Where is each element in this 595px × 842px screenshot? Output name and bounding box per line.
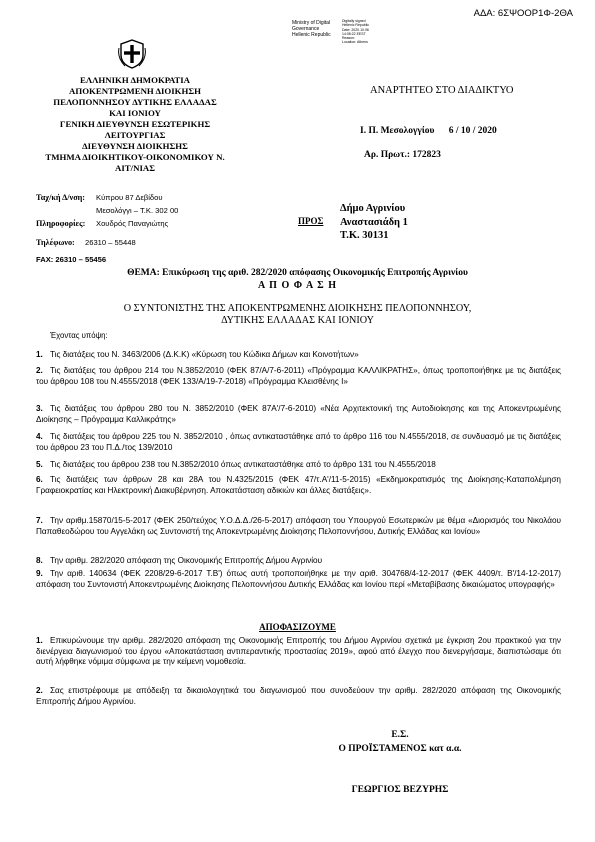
consideration-5	[36, 460, 561, 471]
protocol-number: Αρ. Πρωτ.: 172823	[364, 150, 441, 160]
item-number: 2.	[36, 366, 43, 375]
item-number: 5.	[36, 460, 43, 469]
recipient-line: Αναστασιάδη 1	[340, 216, 408, 228]
head-of-department: Ο ΠΡΟΪΣΤΑΜΕΝΟΣ κατ α.α.	[338, 744, 462, 754]
signature-detail: Hellenic Republic	[342, 23, 370, 28]
consideration-text: Τις διατάξεις των άρθρων 28 και 28Α του Ν.4325/2015 (ΦΕΚ 47/τ.Α'/11-5-2015) «Εκδημοκρατισμός της Διοίκησης-Καταπολέμηση Γραφειοκρατίας και Ηλεκτρονική Διακυβέρνηση. Αποκατάσταση αδικιών και άλλες διατάξεις».	[36, 475, 561, 495]
consideration-1	[36, 350, 561, 361]
org-line: ΔΙΕΥΘΥΝΣΗ ΔΙΟΙΚΗΣΗΣ	[82, 141, 188, 151]
consideration-text: Τις διατάξεις του Ν. 3463/2006 (Δ.Κ.Κ) «Κύρωση του Κώδικα Δήμων και Κοινοτήτων»	[50, 350, 359, 359]
subject-line: ΘΕΜΑ: Επικύρωση της αριθ. 282/2020 απόφασης Οικονομικής Επιτροπής Αγρινίου	[127, 268, 468, 278]
posting-notice: ΑΝΑΡΤΗΤΕΟ ΣΤΟ ΔΙΑΔΙΚΤΥΟ	[370, 85, 514, 96]
fax-value: FAX: 26310 – 55456	[36, 255, 107, 264]
consideration-text: Τις διατάξεις του άρθρου 225 του Ν. 3852/2010 , όπως αντικαταστάθηκε από το άρθρο 116 του Ν.4555/2018, σε συνδυασμό με τις διατάξεις του άρθρου 23 του Π.Δ./τος 139/2010	[36, 432, 561, 452]
org-line: ΕΛΛΗΝΙΚΗ ΔΗΜΟΚΡΑΤΙΑ	[79, 75, 191, 85]
having-in-view: Έχοντας υπόψη:	[50, 331, 108, 340]
signature-line: Governance	[292, 26, 320, 32]
org-line: ΛΕΙΤΟΥΡΓΙΑΣ	[104, 130, 166, 140]
ada-code: ΑΔΑ: 6ΣΨΟΟΡ1Φ-2ΘΑ	[473, 8, 573, 19]
recipient-line: Τ.Κ. 30131	[340, 230, 389, 241]
item-number: 2.	[36, 686, 43, 695]
consideration-9	[36, 569, 561, 590]
recipient-address	[340, 202, 408, 243]
signature-detail: Reason:	[342, 36, 356, 41]
org-line: ΓΕΝΙΚΗ ΔΙΕΥΘΥΝΣΗ ΕΣΩΤΕΡΙΚΗΣ	[59, 119, 211, 129]
item-number: 1.	[36, 636, 43, 645]
signature-detail: Digitally signed	[342, 19, 366, 23]
decision-2	[36, 686, 561, 707]
address-value-2: Μεσολόγγι – Τ.Κ. 302 00	[96, 206, 179, 215]
consideration-2	[36, 366, 561, 387]
consideration-7	[36, 516, 561, 537]
recipient-line: Δήμο Αγρινίου	[340, 203, 406, 214]
consideration-text: Τις διατάξεις του άρθρου 238 του Ν.3852/2010 όπως αντικαταστάθηκε από το άρθρο 131 του Ν.4555/2018	[50, 460, 436, 469]
org-line: ΠΕΛΟΠΟΝΝΗΣΟΥ ΔΥΤΙΚΗΣ ΕΛΛΑΔΑΣ	[53, 97, 217, 107]
signature-line: Hellenic Republic	[292, 32, 331, 38]
consideration-text: Την αριθμ. 282/2020 απόφαση της Οικονομικής Επιτροπής Δήμου Αγρινίου	[50, 556, 323, 565]
address-value: Κύπρου 87 Δεβίδου	[96, 193, 163, 202]
phone-label: Τηλέφωνο:	[36, 238, 75, 247]
consideration-text: Την αριθ. 140634 (ΦΕΚ 2208/29-6-2017 Τ.Β') όπως αυτή τροποποιήθηκε με την αριθ. 304768/4-12-2017 (ΦΕΚ 4409/τ. Β'/14-12-2017) απόφαση του Συντονιστή Αποκεντρωμένης Διοίκησης Πελοποννήσου Δυτικής Ελλάδας και Ιονίου περί «Μεταβίβασης δικαιώματος υπογραφής»	[36, 569, 561, 589]
consideration-text: Την αριθμ.15870/15-5-2017 (ΦΕΚ 250/τεύχος Υ.Ο.Δ.Δ./26-5-2017) απόφαση του Υπουργού Εσωτερικών με θέμα «Διορισμός του Νικολάου Παπαθεοδώρου του Αγγελάκη ως Συντονιστή της Αποκεντρωμένης Διοίκησης Πελοποννήσου, Δυτικής Ελλάδας και Ιονίου»	[36, 516, 561, 536]
org-line: ΑΠΟΚΕΝΤΡΩΜΕΝΗ ΔΙΟΙΚΗΣΗ	[69, 86, 201, 96]
item-number: 4.	[36, 432, 43, 441]
decision-text: Σας επιστρέφουμε με απόδειξη τα δικαιολογητικά του διαγωνισμού που συνοδεύουν την αριθμ. 282/2020 απόφαση της Οικονομικής Επιτροπής Δήμου Αγρινίου.	[36, 686, 561, 706]
org-line: ΤΜΗΜΑ ΔΙΟΙΚΗΤΙΚΟΥ-ΟΙΚΟΝΟΜΙΚΟΥ Ν.	[45, 152, 225, 162]
digital-signature-details	[342, 19, 422, 45]
organization-header	[30, 75, 240, 174]
address-label: Ταχ/κή Δ/νση:	[36, 193, 86, 202]
consideration-6	[36, 475, 561, 496]
hellenic-emblem-icon	[117, 38, 147, 70]
consideration-text: Τις διατάξεις του άρθρου 214 του Ν.3852/2010 (ΦΕΚ 87/Α/7-6-2011) «Πρόγραμμα ΚΑΛΛΙΚΡΑΤΗΣ», όπως τροποποιήθηκε με τις διατάξεις του άρθρου 108 του Ν.4555/2018 (ΦΕΚ 133/Α/19-7-2018) «Πρόγραμμα Κλεισθένης Ι»	[36, 366, 561, 386]
item-number: 6.	[36, 475, 43, 484]
consideration-3	[36, 404, 561, 425]
signatory-name: ΓΕΩΡΓΙΟΣ ΒΕΖΥΡΗΣ	[351, 785, 449, 795]
coordinator-title: Ο ΣΥΝΤΟΝΙΣΤΗΣ ΤΗΣ ΑΠΟΚΕΝΤΡΩΜΕΝΗΣ ΔΙΟΙΚΗΣΗΣ ΠΕΛΟΠΟΝΝΗΣΟΥ, ΔΥΤΙΚΗΣ ΕΛΛΑΔΑΣ ΚΑΙ ΙΟΝΙΟΥ	[123, 303, 472, 326]
signature-line: Ministry of Digital	[292, 20, 331, 26]
item-number: 7.	[36, 516, 43, 525]
item-number: 9.	[36, 569, 43, 578]
consideration-4	[36, 432, 561, 453]
decision-text: Επικυρώνουμε την αριθμ. 282/2020 απόφαση της Οικονομικής Επιτροπής του Δήμου Αγρινίου σχετικά με έγκριση 2ου πρακτικού για την διενέργεια διαγωνισμού του έργου «Αποκατάσταση αντιπεραντικής προστασίας 2019», αφού από έλεγχο που διενεργήσαμε, διαπιστώσαμε ότι αυτή λήφθηκε νόμιμα σύμφωνα με την κείμενη νομοθεσία.	[36, 636, 561, 667]
place-date: Ι. Π. Μεσολογγίου 6 / 10 / 2020	[360, 126, 497, 136]
info-label: Πληροφορίες:	[36, 219, 86, 228]
consideration-text: Τις διατάξεις του άρθρου 280 του Ν. 3852/2010 (ΦΕΚ 87Α'/7-6-2010) «Νέα Αρχιτεκτονική της Αυτοδιοίκησης και της Αποκεντρωμένης Διοίκησης – Πρόγραμμα Καλλικράτης»	[36, 404, 561, 424]
signature-detail: 14:08:22 EEST	[342, 31, 366, 36]
decision-title: Α Π Ο Φ Α Σ Η	[258, 280, 337, 291]
org-line: ΑΙΤ/ΝΙΑΣ	[115, 163, 155, 173]
phone-value: 26310 – 55448	[85, 238, 136, 247]
org-line: ΚΑΙ ΙΟΝΙΟΥ	[109, 108, 161, 118]
decision-1	[36, 636, 561, 668]
item-number: 3.	[36, 404, 43, 413]
signature-detail: Location: Athens	[342, 40, 368, 45]
decide-title: ΑΠΟΦΑΣΙΖΟΥΜΕ	[259, 622, 336, 632]
consideration-8	[36, 556, 561, 567]
info-value: Χουδρός Παναγιώτης	[96, 219, 169, 228]
item-number: 8.	[36, 556, 43, 565]
es-mark: Ε.Σ.	[391, 730, 409, 740]
item-number: 1.	[36, 350, 43, 359]
recipient-label: ΠΡΟΣ	[298, 216, 324, 226]
signature-detail: Date: 2020.10.06	[342, 27, 369, 32]
